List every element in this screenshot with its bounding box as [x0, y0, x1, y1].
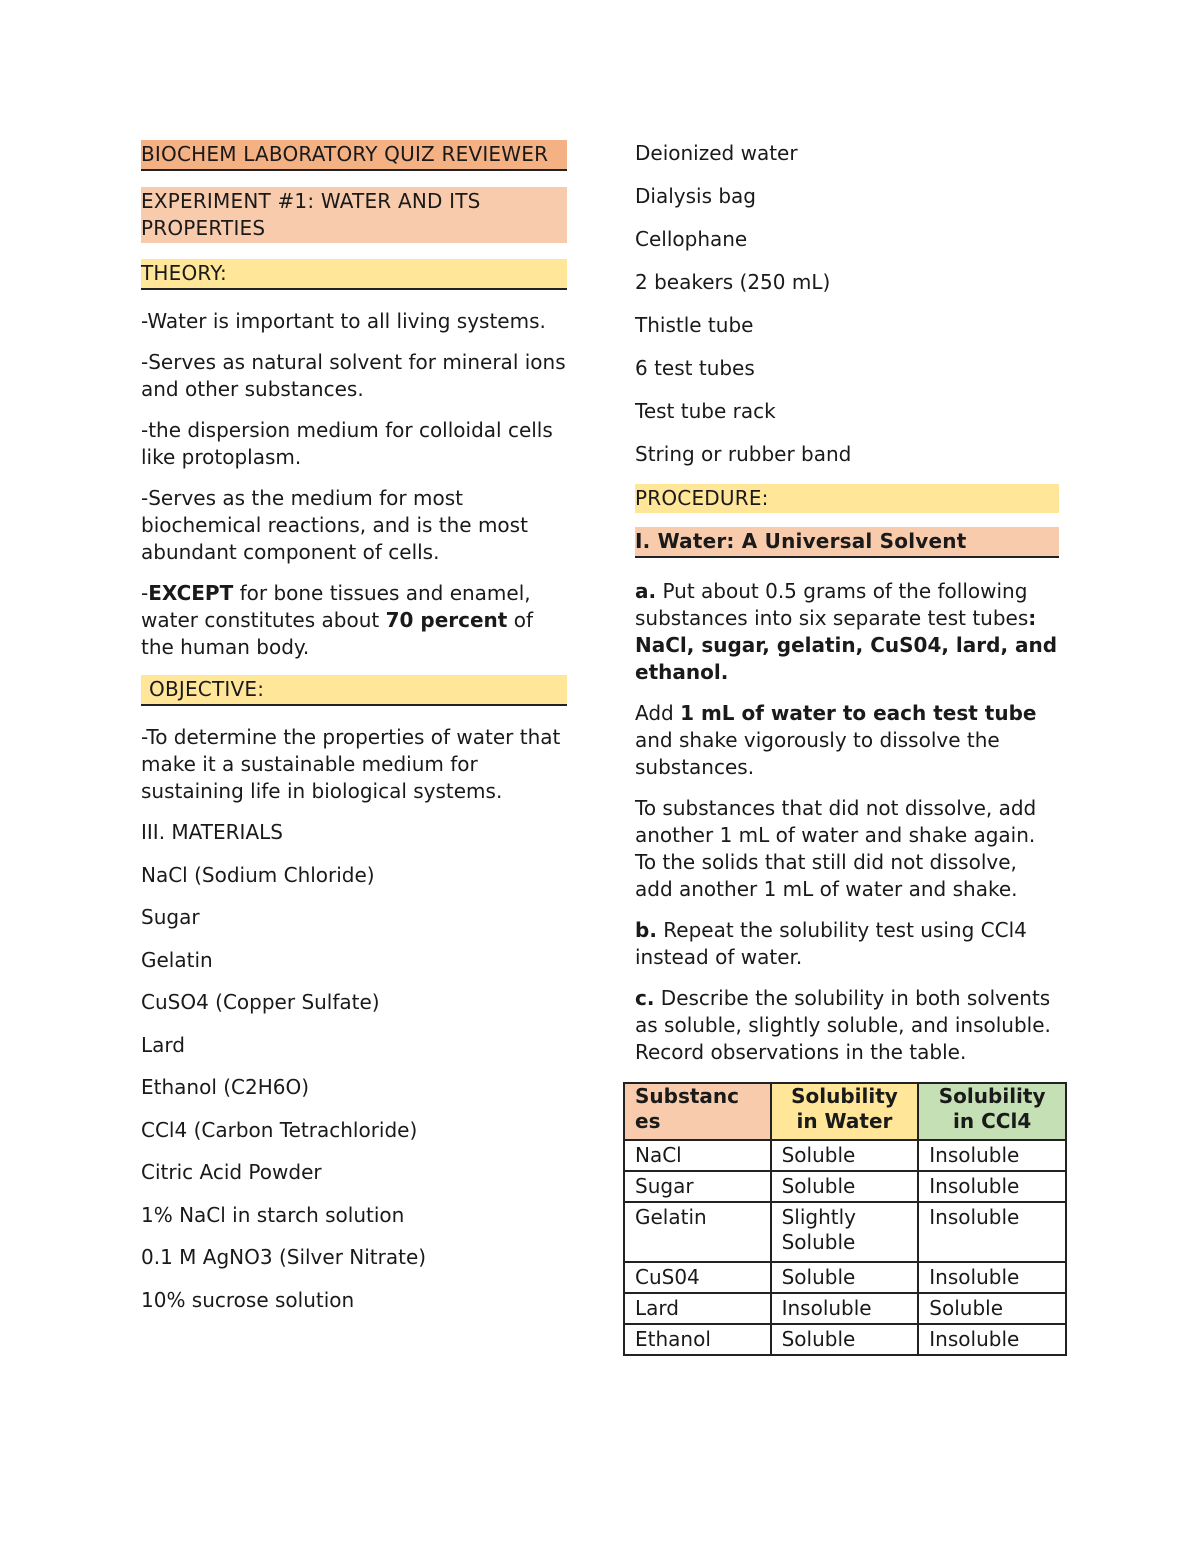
material-item: Sugar	[141, 905, 200, 929]
theory-point: -Water is important to all living systems.	[141, 309, 546, 333]
table-cell: Insoluble	[918, 1140, 1066, 1171]
material-item: Gelatin	[141, 947, 213, 972]
theory-point-except: -EXCEPT for bone tissues and enamel, water constitutes about 70 percent of the human body.	[141, 581, 533, 659]
table-header: Solubility in CCl4	[918, 1083, 1066, 1140]
theory-point: -Serves as natural solvent for mineral ions and other substances.	[141, 350, 566, 401]
material-item: NaCl (Sodium Chloride)	[141, 862, 375, 887]
table-cell: Gelatin	[624, 1202, 771, 1262]
procedure-heading: PROCEDURE:	[635, 484, 1059, 513]
table-cell: Sugar	[624, 1171, 771, 1202]
material-item: Lard	[141, 1032, 185, 1057]
table-cell: Soluble	[771, 1262, 919, 1293]
material-item: 10% sucrose solution	[141, 1287, 355, 1312]
theory-point: -Serves as the medium for most biochemical reactions, and is the most abundant component of cells.	[141, 486, 528, 564]
material-item: 6 test tubes	[635, 356, 755, 380]
table-cell: Insoluble	[771, 1293, 919, 1324]
table-cell: CuS04	[624, 1262, 771, 1293]
objective-text: -To determine the properties of water that make it a sustainable medium for sustaining life in biological systems.	[141, 725, 561, 803]
material-item: CuSO4 (Copper Sulfate)	[141, 990, 380, 1014]
table-cell: Lard	[624, 1293, 771, 1324]
table-row	[624, 1202, 1066, 1262]
step-a-add-water: Add 1 mL of water to each test tube and shake vigorously to dissolve the substances.	[635, 701, 1037, 779]
solubility-table	[623, 1082, 1067, 1356]
material-item: Citric Acid Powder	[141, 1160, 322, 1184]
table-header: Substanc es	[624, 1083, 771, 1140]
table-cell: Insoluble	[918, 1171, 1066, 1202]
material-item: Ethanol (C2H6O)	[141, 1075, 310, 1099]
material-item: Thistle tube	[635, 313, 754, 337]
table-cell: Insoluble	[918, 1202, 1066, 1262]
experiment-heading: EXPERIMENT #1: WATER AND ITS PROPERTIES	[141, 187, 567, 243]
material-item: 0.1 M AgNO3 (Silver Nitrate)	[141, 1245, 427, 1269]
step-c: c. Describe the solubility in both solvents as soluble, slightly soluble, and insoluble. Record observations in the table.	[635, 986, 1051, 1064]
table-cell: Soluble	[771, 1324, 919, 1355]
table-header-row	[624, 1083, 1066, 1140]
table-cell: Insoluble	[918, 1324, 1066, 1355]
material-item: 2 beakers (250 mL)	[635, 270, 831, 294]
table-cell: Ethanol	[624, 1324, 771, 1355]
material-item: Test tube rack	[635, 399, 776, 423]
material-item: Cellophane	[635, 227, 748, 251]
material-item: Dialysis bag	[635, 184, 757, 208]
table-cell: Slightly Soluble	[771, 1202, 919, 1262]
objective-heading: OBJECTIVE:	[141, 675, 567, 706]
table-cell: Insoluble	[918, 1262, 1066, 1293]
table-cell: Soluble	[771, 1140, 919, 1171]
table-row	[624, 1293, 1066, 1324]
table-header: Solubility in Water	[771, 1083, 919, 1140]
material-item: Deionized water	[635, 141, 798, 165]
table-cell: NaCl	[624, 1140, 771, 1171]
table-row	[624, 1262, 1066, 1293]
table-row	[624, 1140, 1066, 1171]
table-cell: Soluble	[771, 1171, 919, 1202]
materials-list	[141, 819, 567, 1314]
theory-point: -the dispersion medium for colloidal cells like protoplasm.	[141, 418, 553, 469]
material-item: CCl4 (Carbon Tetrachloride)	[141, 1117, 418, 1142]
table-row	[624, 1171, 1066, 1202]
left-column	[141, 140, 567, 1329]
section-heading: I. Water: A Universal Solvent	[635, 527, 1059, 558]
table-cell: Soluble	[918, 1293, 1066, 1324]
material-item: 1% NaCl in starch solution	[141, 1202, 405, 1227]
material-item: String or rubber band	[635, 442, 852, 466]
document-title: BIOCHEM LABORATORY QUIZ REVIEWER	[141, 140, 567, 171]
right-column	[635, 140, 1059, 1356]
table-row	[624, 1324, 1066, 1355]
step-a-not-dissolve: To substances that did not dissolve, add another 1 mL of water and shake again. To the solids that still did not dissolve, add another 1 mL of water and shake.	[635, 796, 1037, 901]
materials-heading: III. MATERIALS	[141, 820, 283, 844]
step-b: b. Repeat the solubility test using CCl4 instead of water.	[635, 918, 1027, 969]
step-a: a. Put about 0.5 grams of the following substances into six separate test tubes: NaCl, sugar, gelatin, CuS04, lard, and ethanol.	[635, 579, 1058, 684]
theory-heading: THEORY:	[141, 259, 567, 290]
